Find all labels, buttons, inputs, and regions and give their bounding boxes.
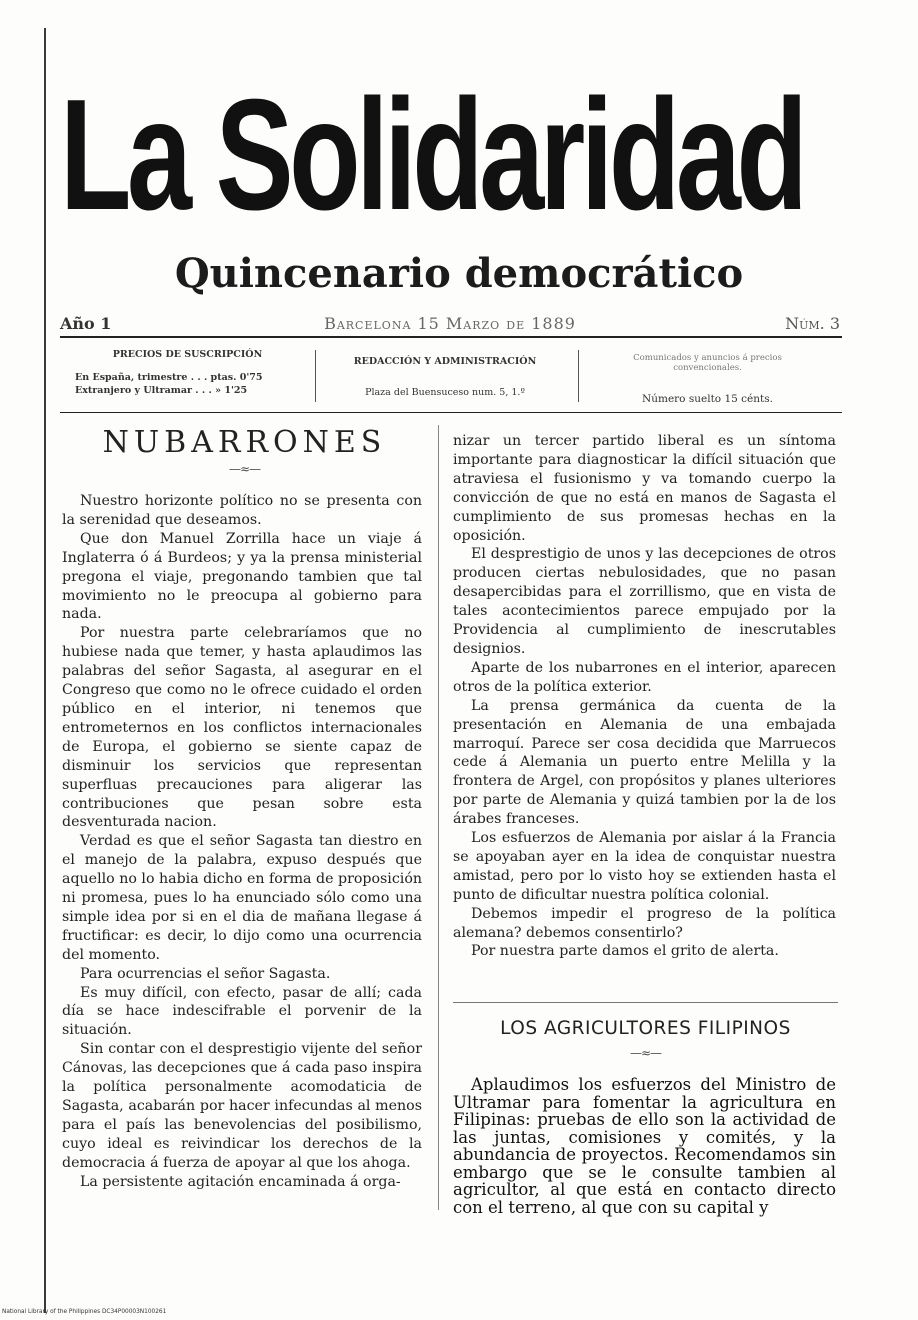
paragraph: Por nuestra parte damos el grito de alerta. bbox=[471, 943, 779, 960]
office-title: REDACCIÓN Y ADMINISTRACIÓN bbox=[353, 356, 537, 367]
masthead-title: La Solidaridad bbox=[60, 67, 804, 243]
paragraph: Debemos impedir el progreso de la política alemana? debemos consentirlo? bbox=[453, 905, 836, 941]
single-issue-price: Número suelto 15 cénts. bbox=[642, 393, 773, 405]
article-title-nubarrones: NUBARRONES bbox=[102, 425, 387, 460]
paragraph: Para ocurrencias el señor Sagasta. bbox=[80, 965, 331, 982]
article-column-left bbox=[62, 492, 422, 1192]
info-rule bbox=[60, 412, 842, 413]
paragraph: Que don Manuel Zorrilla hace un viaje á Inglaterra ó á Burdeos; y ya la prensa ministerial pregona el viaje, pregonando tambien que tal movimiento no le preocupa al gobierno para nada. bbox=[62, 530, 422, 623]
paragraph: Es muy difícil, con efecto, pasar de allí; cada día se hace indescifrable el porvenir de la situación. bbox=[62, 984, 422, 1039]
issue-number: Núm. 3 bbox=[785, 314, 840, 333]
paragraph: Nuestro horizonte político no se presenta con la serenidad que deseamos. bbox=[62, 493, 422, 528]
subscription-box bbox=[75, 345, 300, 397]
title-ornament: —≈— bbox=[629, 1046, 662, 1060]
paragraph: Verdad es que el señor Sagasta tan diestro en el manejo de la palabra, expuso después que aquello no lo habia dicho en forma de proposición ni promesa, pues lo ha enunciado sólo como una simple idea por si en el dia de mañana llegase á fructificar: es decir, lo dijo como una ocurrencia del momento. bbox=[62, 833, 422, 963]
article-rule bbox=[453, 1002, 838, 1003]
prices-line-abroad: Extranjero y Ultramar . . . » 1'25 bbox=[75, 385, 248, 396]
article-column-right bbox=[453, 432, 836, 961]
header-rule bbox=[60, 336, 842, 338]
article-agricultores-body bbox=[453, 1076, 836, 1216]
info-divider bbox=[315, 350, 316, 402]
paragraph: Sin contar con el desprestigio vijente del señor Cánovas, las decepciones que á cada paso inspira la política personalmente acomodaticia de Sagasta, acabarán por hacer infecundas al menos para el país las benevolencias del posibilismo, cuyo ideal es reivindicar los derechos de la democracia á fuerza de apoyar al que los ahoga. bbox=[62, 1041, 422, 1171]
paragraph: nizar un tercer partido liberal es un síntoma importante para diagnosticar la difícil situación que atraviesa el fusionismo y va tomando cuerpo la convicción de que no está en manos de Sagasta el cumplimiento de sus promesas hechas en la oposición. bbox=[453, 433, 836, 544]
paragraph: Los esfuerzos de Alemania por aislar á la Francia se apoyaban ayer en la idea de conquistar nuestra amistad, pero por lo visto hoy se extienden hasta el punto de dificultar nuestra política colonial. bbox=[453, 830, 836, 903]
masthead-subtitle: Quincenario democrático bbox=[174, 250, 744, 297]
page-edge-rule bbox=[44, 28, 46, 1313]
notice-box bbox=[600, 345, 815, 406]
info-divider bbox=[578, 350, 579, 402]
issue-year: Año 1 bbox=[60, 314, 112, 333]
office-address: Plaza del Buensuceso num. 5, 1.º bbox=[365, 387, 525, 398]
paragraph: El desprestigio de unos y las decepciones de otros producen ciertas nebulosidades, que no pasan desapercibidas para el zorrillismo, que en vista de tales acontecimientos parece empujado por la Providencia al cumplimiento de inescrutables designios. bbox=[453, 546, 836, 657]
paragraph: La prensa germánica da cuenta de la presentación en Alemania de una embajada marroquí. Parece ser cosa decidida que Marruecos cede á Alemania un puerto entre Melilla y la frontera de Argel, con propósitos y planes ulteriores por parte de Alemania y quizá tambien por la de los árabes franceses. bbox=[453, 697, 836, 828]
column-separator bbox=[438, 425, 439, 1210]
paragraph: Por nuestra parte celebraríamos que no hubiese nada que temer, y hasta aplaudimos las palabras del señor Sagasta, al asegurar en el Congreso que como no le ofrece cuidado el orden público en el interior, ni tenemos que entrometernos en los conflictos internacionales de Europa, el gobierno se siente capaz de disminuir los servicios que representan superfluas precauciones para aligerar las contribuciones que pesan sobre esta desventurada nacion. bbox=[62, 625, 422, 831]
office-box bbox=[325, 345, 565, 399]
prices-line-spain: En España, trimestre . . . ptas. 0'75 bbox=[75, 372, 263, 383]
article-title-agricultores: LOS AGRICULTORES FILIPINOS bbox=[500, 1018, 791, 1039]
paragraph: La persistente agitación encaminada á orga- bbox=[80, 1173, 401, 1190]
footer-credit: National Library of the Philippines DC34P00003N100261 bbox=[2, 1309, 167, 1315]
paragraph: Aparte de los nubarrones en el interior, aparecen otros de la política exterior. bbox=[453, 659, 836, 695]
issue-date: Barcelona 15 Marzo de 1889 bbox=[324, 314, 576, 333]
title-ornament: —≈— bbox=[228, 462, 261, 476]
paragraph: Aplaudimos los esfuerzos del Ministro de Ultramar para fomentar la agricultura en Filipinas: pruebas de ello son la actividad de las juntas, comisiones y comités, y la abundancia de proyectos. Recomendamos sin embargo que se le consulte tambien al agricultor, al que está en contacto directo con el terreno, al que con su capital y bbox=[453, 1075, 836, 1217]
ads-notice: Comunicados y anuncios á precios convencionales. bbox=[633, 353, 782, 373]
prices-title: PRECIOS DE SUSCRIPCIÓN bbox=[112, 349, 263, 360]
